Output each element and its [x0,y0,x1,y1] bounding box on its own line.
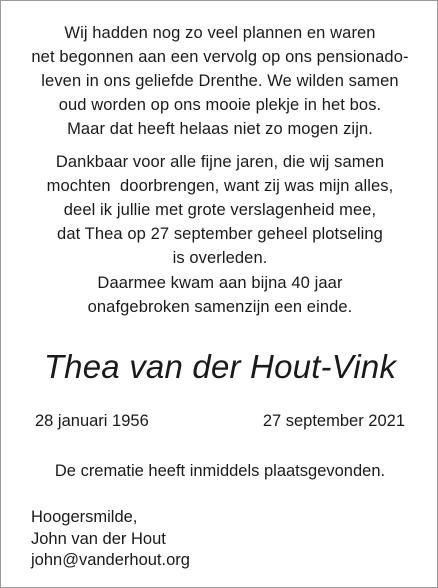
deceased-name: Thea van der Hout-Vink [43,348,397,385]
signature-email: john@vanderhout.org [31,551,190,569]
text-line: deel ik jullie met grote verslagenheid mee, [63,201,377,219]
announcement-paragraph [1,150,438,270]
text-line: oud worden op ons mooie plekje in het bos. [58,96,382,114]
signature-block [31,507,190,572]
closing-paragraph [1,271,438,319]
text-line: mochten doorbrengen, want zij was mijn alles, [46,177,394,195]
text-line: Wij hadden nog zo veel plannen en waren [64,24,376,42]
text-line: leven in ons geliefde Drenthe. We wilden samen [41,72,399,90]
text-line: net begonnen aan een vervolg op ons pensionado- [31,48,409,66]
death-date: 27 september 2021 [262,412,405,430]
birth-date: 28 januari 1956 [35,412,149,430]
cremation-note: De crematie heeft inmiddels plaatsgevonden. [54,462,386,480]
text-line: Dankbaar voor alle fijne jaren, die wij samen [55,153,385,171]
opening-paragraph [1,21,438,141]
text-line: onafgebroken samenzijn een einde. [87,298,353,316]
signature-place: Hoogersmilde, [31,508,138,526]
text-line: dat Thea op 27 september geheel plotseling [57,225,383,243]
text-line: is overleden. [172,249,268,267]
text-line: Maar dat heeft helaas niet zo mogen zijn. [67,120,373,138]
text-line: Daarmee kwam aan bijna 40 jaar [97,274,343,292]
signature-name: John van der Hout [31,529,166,548]
